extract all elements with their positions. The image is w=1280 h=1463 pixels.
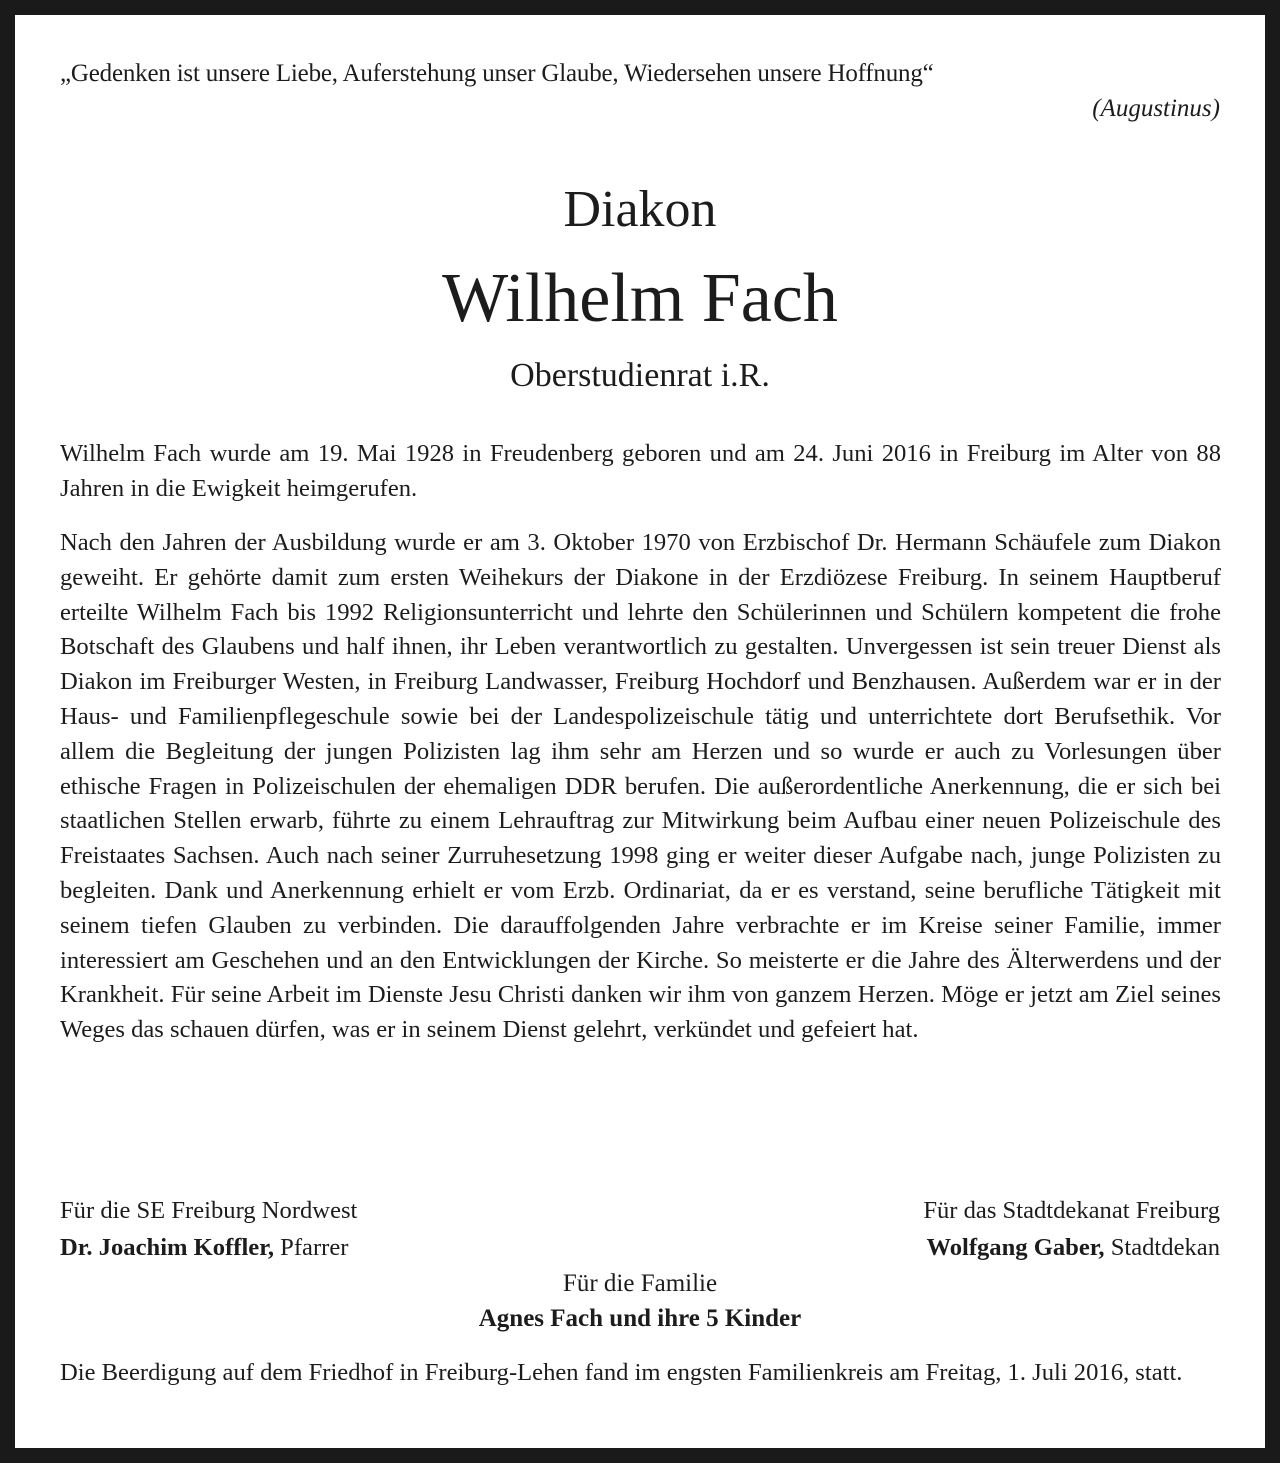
body-paragraph-2: Nach den Jahren der Ausbildung wurde er am 3. Oktober 1970 von Erzbischof Dr. Hermann Schäufele zum Diakon geweiht. Er gehörte damit zum ersten Weihekurs der Diakone in der Erzdiözese Freiburg. In seinem Hauptberuf erteilte Wilhelm Fach bis 1992 Religionsunterricht und lehrte den Schülerinnen und Schülern kompetent die frohe Botschaft des Glaubens und half ihnen, ihr Leben verantwortlich zu gestalten. Unvergessen ist sein treuer Dienst als Diakon im Freiburger Westen, in Freiburg Landwasser, Freiburg Hochdorf und Benzhausen. Außerdem war er in der Haus- und Familienpflegeschule sowie bei der Landespolizeischule tätig und unterrichtete dort Berufsethik. Vor allem die Begleitung der jungen Polizisten lag ihm sehr am Herzen und so wurde er auch zu Vorlesungen über ethische Fragen in Polizeischulen der ehemaligen DDR berufen. Die außerordentliche Anerkennung, die er sich bei staatlichen Stellen erwarb, führte zu einem Lehrauftrag zur Mitwirkung beim Aufbau einer neuen Polizeischule des Freistaates Sachsen. Auch nach seiner Zurruhesetzung 1998 ging er weiter dieser Aufgabe nach, junge Polizisten zu begleiten. Dank und Anerkennung erhielt er vom Erzb. Ordinariat, da er es verstand, seine berufliche Tätigkeit mit seinem tiefen Glauben zu verbinden. Die darauffolgenden Jahre verbrachte er im Kreise seiner Familie, immer interessiert am Geschehen und an den Entwicklungen der Kirche. So meisterte er die Jahre des Älterwerdens und der Krankheit. Für seine Arbeit im Dienste Jesu Christi danken wir ihm von ganzem Herzen. Möge er jetzt am Ziel seines Weges das schauen dürfen, was er in seinem Dienst gelehrt, verkündet und gefeiert hat. (60, 529, 1221, 1044)
signature-right-person (923, 1229, 1220, 1266)
heading-position: Oberstudienrat i.R. (510, 357, 770, 394)
funeral-notice: Die Beerdigung auf dem Friedhof in Freiburg-Lehen fand im engsten Familienkreis am Freitag, 1. Juli 2016, statt. (60, 1359, 1183, 1386)
body-paragraph-1: Wilhelm Fach wurde am 19. Mai 1928 in Freudenberg geboren und am 24. Juni 2016 in Freiburg im Alter von 88 Jahren in die Ewigkeit heimgerufen. (60, 440, 1221, 502)
signature-left-org: Für die SE Freiburg Nordwest (60, 1197, 358, 1224)
heading-name: Wilhelm Fach (442, 260, 838, 337)
signature-left (60, 1192, 357, 1266)
quote-text: „Gedenken ist unsere Liebe, Auferstehung unser Glaube, Wiedersehen unsere Hoffnung“ (60, 60, 934, 87)
signature-right-name: Wolfgang Gaber, (926, 1234, 1105, 1261)
signature-left-person (60, 1229, 357, 1266)
signature-left-name: Dr. Joachim Koffler, (60, 1234, 275, 1261)
signature-family (15, 1266, 1265, 1336)
signature-right-title: Stadtdekan (1104, 1234, 1220, 1261)
signature-right-org: Für das Stadtdekanat Freiburg (923, 1197, 1220, 1224)
signature-right (923, 1192, 1220, 1266)
signature-left-title: Pfarrer (274, 1234, 349, 1261)
signature-family-name: Agnes Fach und ihre 5 Kinder (478, 1305, 802, 1332)
signature-family-org: Für die Familie (562, 1270, 718, 1297)
heading-role: Diakon (563, 181, 717, 238)
quote-author: (Augustinus) (1092, 95, 1220, 122)
